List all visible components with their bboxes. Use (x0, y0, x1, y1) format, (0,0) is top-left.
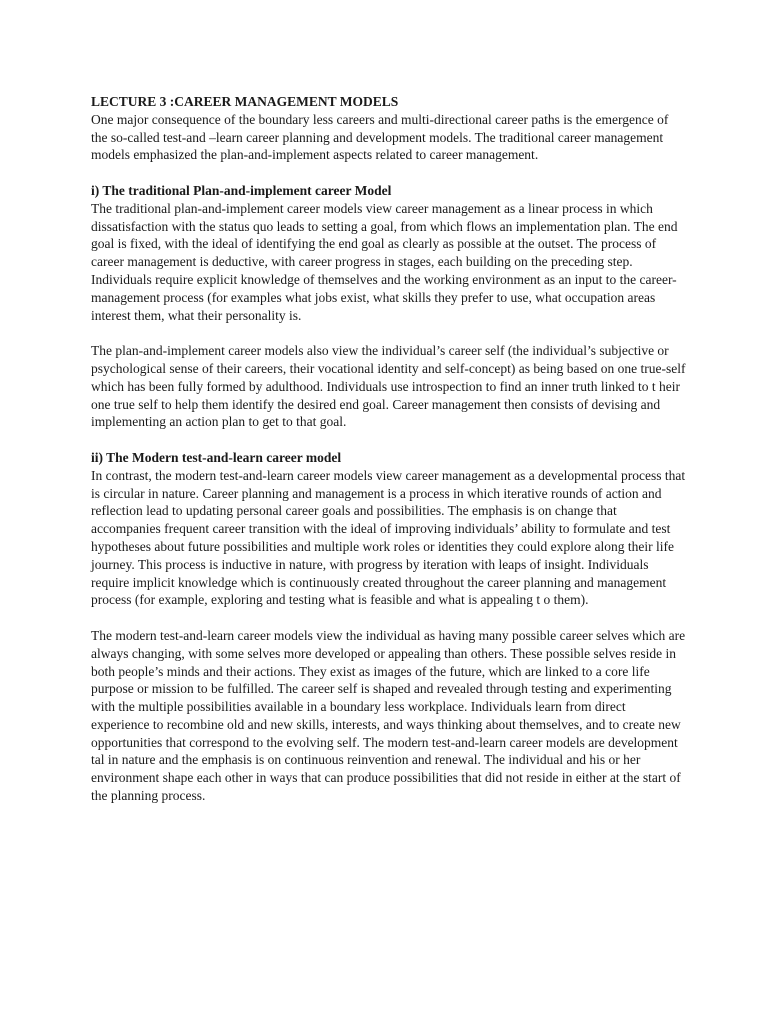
document-body (91, 93, 687, 805)
section2-paragraph-1: In contrast, the modern test-and-learn career models view career management as a developmental process that is circular in nature. Career planning and management is a process in which iterative rounds of action and reflection lead to updating personal career goals and possibilities. The emphasis is on change that accompanies frequent career transition with the ideal of improving individuals’ ability to formulate and test hypotheses about future possibilities and multiple work roles or identities they could explore along their life journey. This process is inductive in nature, with progress by iteration with leaps of insight. Individuals require implicit knowledge which is continuously created throughout the career planning and management process (for example, exploring and testing what is feasible and what is appealing t o them). (91, 467, 686, 608)
section1-paragraph-2: The plan-and-implement career models also view the individual’s career self (the individual’s subjective or psychological sense of their careers, their vocational identity and self-concept) as being based on one true-self which has been fully formed by adulthood. Individuals use introspection to find an inner truth linked to t heir one true self to help them identify the desired end goal. Career management then consists of devising and implementing an action plan to get to that goal. (91, 343, 686, 430)
paragraph-spacer (91, 164, 687, 182)
paragraph-spacer (91, 609, 687, 627)
paragraph-spacer (91, 324, 687, 342)
section2-paragraph-2: The modern test-and-learn career models view the individual as having many possible career selves which are always changing, with some selves more developed or appealing than others. These possible selves reside in both people’s minds and their actions. They exist as images of the future, which are linked to a core life purpose or mission to be fulfilled. The career self is shaped and revealed through testing and experimenting with the multiple possibilities available in a boundary less workplace. Individuals learn from direct experience to recombine old and new skills, interests, and ways thinking about themselves, and to create new opportunities that correspond to the evolving self. The modern test-and-learn career models are development tal in nature and the emphasis is on continuous reinvention and renewal. The individual and his or her environment shape each other in ways that can produce possibilities that did not reside in either at the start of the planning process. (91, 627, 686, 804)
section-heading-traditional-model: i) The traditional Plan-and-implement career Model (91, 182, 392, 198)
section1-paragraph-1: The traditional plan-and-implement career models view career management as a linear process in which dissatisfaction with the status quo leads to setting a goal, from which flows an implementation plan. The end goal is fixed, with the ideal of identifying the end goal as clearly as possible at the outset. The process of career management is deductive, with career progress in stages, each building on the preceding step. Individuals require explicit knowledge of themselves and the working environment as an input to the career-management process (for examples what jobs exist, what skills they prefer to use, what occupation areas interest them, what their personality is. (91, 200, 678, 323)
paragraph-spacer (91, 431, 687, 449)
section-heading-modern-model: ii) The Modern test-and-learn career model (91, 449, 342, 465)
page-title: LECTURE 3 :CAREER MANAGEMENT MODELS (91, 94, 399, 109)
intro-paragraph: One major consequence of the boundary less careers and multi-directional career paths is the emergence of the so-called test-and –learn career planning and development models. The traditional career management models emphasized the plan-and-implement aspects related to career management. (91, 111, 669, 163)
